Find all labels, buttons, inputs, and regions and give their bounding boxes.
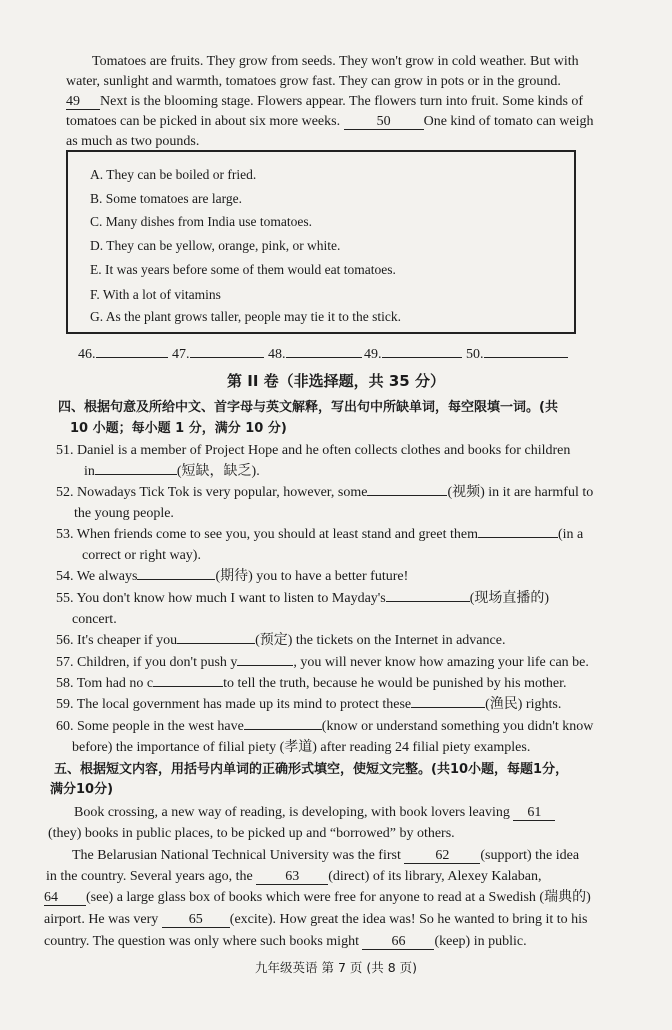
question-51-text-b: in — [84, 464, 95, 479]
passage-line-1: Tomatoes are fruits. They grow from seeds. They won't grow in cold weather. But with — [92, 54, 579, 69]
option-c: C. Many dishes from India use tomatoes. — [90, 214, 312, 229]
passage5-line-6 — [44, 910, 587, 930]
section-five-instruction-2: 满分10分) — [50, 782, 114, 797]
question-55-text-a: 55. You don't know how much I want to listen to Mayday's — [56, 591, 386, 606]
blank-56[interactable] — [177, 643, 255, 644]
passage5-line-3-text-b: (support) the idea — [480, 848, 580, 863]
blank-54[interactable] — [137, 579, 215, 580]
blank-59[interactable] — [411, 707, 485, 708]
question-54-text-b: (期待) you to have a better future! — [215, 569, 409, 584]
passage5-line-4-text-a: in the country. Several years ago, the — [46, 869, 253, 884]
answer-47-blank[interactable] — [190, 357, 264, 358]
question-60-line-2: before) the importance of filial piety (孝道) after reading 24 filial piety examples. — [72, 740, 531, 755]
passage5-line-3 — [72, 846, 579, 866]
question-52-text-a: 52. Nowadays Tick Tok is very popular, however, some — [56, 485, 368, 500]
answer-48-label: 48. — [268, 347, 286, 362]
question-55-line-1 — [56, 589, 549, 609]
answer-48 — [268, 346, 362, 364]
question-51-text-c: (短缺，缺乏). — [176, 464, 260, 479]
passage5-line-4 — [46, 867, 541, 887]
answer-50-blank[interactable] — [484, 357, 568, 358]
blank-53[interactable] — [478, 537, 558, 538]
question-57 — [56, 653, 589, 673]
answer-47 — [172, 346, 264, 364]
blank-66[interactable]: 66 — [362, 934, 434, 950]
question-59-text-b: (渔民) rights. — [485, 697, 562, 712]
section-four-instruction-2: 10 小题；每小题 1 分，满分 10 分) — [70, 421, 287, 436]
question-54 — [56, 567, 408, 587]
question-53-text-a: 53. When friends come to see you, you should at least stand and greet them — [56, 527, 478, 542]
question-56-text-a: 56. It's cheaper if you — [56, 633, 178, 648]
passage5-line-1 — [74, 803, 555, 823]
answer-49-blank[interactable] — [382, 357, 462, 358]
question-53-line-1 — [56, 525, 583, 545]
passage5-line-2: (they) books in public places, to be picked up and “borrowed” by others. — [48, 826, 455, 841]
passage5-line-7 — [44, 932, 527, 952]
question-52-text-b: (视频) in it are harmful to — [447, 485, 594, 500]
answer-46-label: 46. — [78, 347, 96, 362]
question-55-line-2: concert. — [72, 612, 117, 627]
passage5-line-5 — [44, 888, 591, 908]
passage-line-3 — [66, 92, 583, 112]
question-56-text-b: (预定) the tickets on the Internet in advance. — [255, 633, 506, 648]
answer-47-label: 47. — [172, 347, 190, 362]
question-56 — [56, 631, 505, 651]
blank-58[interactable] — [153, 686, 223, 687]
section-five-instruction-1: 五、根据短文内容，用括号内单词的正确形式填空，使短文完整。(共10小题，每题1分， — [54, 762, 569, 777]
passage-line-3-text: Next is the blooming stage. Flowers appear. The flowers turn into fruit. Some kinds of — [100, 94, 584, 109]
blank-62[interactable]: 62 — [404, 848, 480, 864]
question-52-line-1 — [56, 483, 593, 503]
blank-63[interactable]: 63 — [256, 869, 328, 885]
question-51-line-2 — [84, 462, 260, 482]
question-59-text-a: 59. The local government has made up its mind to protect these — [56, 697, 412, 712]
passage-line-4-text-b: One kind of tomato can weigh — [423, 114, 594, 129]
question-57-text-a: 57. Children, if you don't push y — [56, 655, 238, 670]
passage-line-2: water, sunlight and warmth, tomatoes grow fast. They can grow in pots or in the ground. — [66, 74, 561, 89]
answer-50-label: 50. — [466, 347, 484, 362]
blank-50[interactable]: 50 — [344, 114, 424, 130]
blank-61[interactable]: 61 — [513, 805, 555, 821]
passage-line-4-text-a: tomatoes can be picked in about six more weeks. — [66, 114, 341, 129]
option-d: D. They can be yellow, orange, pink, or white. — [90, 238, 341, 253]
passage5-line-1-text: Book crossing, a new way of reading, is developing, with book lovers leaving — [74, 805, 510, 820]
answer-46-blank[interactable] — [96, 357, 168, 358]
option-b: B. Some tomatoes are large. — [90, 191, 242, 206]
passage5-line-4-text-b: (direct) of its library, Alexey Kalaban, — [328, 869, 542, 884]
question-60-line-1 — [56, 717, 593, 737]
answer-48-blank[interactable] — [286, 357, 362, 358]
blank-55[interactable] — [386, 601, 470, 602]
page-footer: 九年级英语 第 7 页 (共 8 页) — [255, 960, 417, 975]
question-54-text-a: 54. We always — [56, 569, 138, 584]
blank-52[interactable] — [367, 495, 447, 496]
passage5-line-5-text: (see) a large glass box of books which were free for anyone to read at a Swedish (瑞典的) — [86, 890, 591, 905]
blank-49[interactable]: 49 — [66, 94, 100, 110]
question-58-text-b: to tell the truth, because he would be punished by his mother. — [223, 676, 567, 691]
option-a: A. They can be boiled or fried. — [90, 167, 257, 182]
option-e: E. It was years before some of them would eat tomatoes. — [90, 262, 396, 277]
answer-49-label: 49. — [364, 347, 382, 362]
blank-65[interactable]: 65 — [162, 912, 230, 928]
question-60-text-b: (know or understand something you didn't know — [321, 719, 594, 734]
blank-51[interactable] — [95, 474, 177, 475]
passage-line-5: as much as two pounds. — [66, 134, 200, 149]
answer-50 — [466, 346, 568, 364]
question-60-text-a: 60. Some people in the west have — [56, 719, 244, 734]
question-59 — [56, 695, 561, 715]
answer-49 — [364, 346, 462, 364]
option-f: F. With a lot of vitamins — [90, 287, 221, 302]
passage-line-4 — [66, 112, 594, 132]
question-52-line-2: the young people. — [74, 506, 174, 521]
blank-57[interactable] — [237, 665, 293, 666]
question-57-text-b: , you will never know how amazing your life can be. — [293, 655, 589, 670]
question-53-text-b: (in a — [557, 527, 584, 542]
question-51-line-1: 51. Daniel is a member of Project Hope and he often collects clothes and books for children — [56, 443, 571, 458]
question-58-text-a: 58. Tom had no c — [56, 676, 154, 691]
blank-64[interactable]: 64 — [44, 890, 86, 906]
question-55-text-b: (现场直播的) — [469, 591, 550, 606]
question-53-line-2: correct or right way). — [82, 548, 201, 563]
option-g: G. As the plant grows taller, people may tie it to the stick. — [90, 309, 402, 324]
options-box — [66, 150, 576, 334]
part-two-heading: 第 II 卷（非选择题，共 35 分） — [227, 372, 445, 390]
passage5-line-6-text-b: (excite). How great the idea was! So he wanted to bring it to his — [229, 912, 588, 927]
passage5-line-7-text-a: country. The question was only where such books might — [44, 934, 359, 949]
answer-46 — [78, 346, 168, 364]
question-58 — [56, 674, 566, 694]
passage5-line-7-text-b: (keep) in public. — [434, 934, 527, 949]
passage5-line-3-text-a: The Belarusian National Technical University was the first — [72, 848, 401, 863]
passage5-line-6-text-a: airport. He was very — [44, 912, 159, 927]
blank-60[interactable] — [244, 729, 322, 730]
section-four-instruction-1: 四、根据句意及所给中文、首字母与英文解释，写出句中所缺单词，每空限填一词。(共 — [58, 400, 558, 415]
